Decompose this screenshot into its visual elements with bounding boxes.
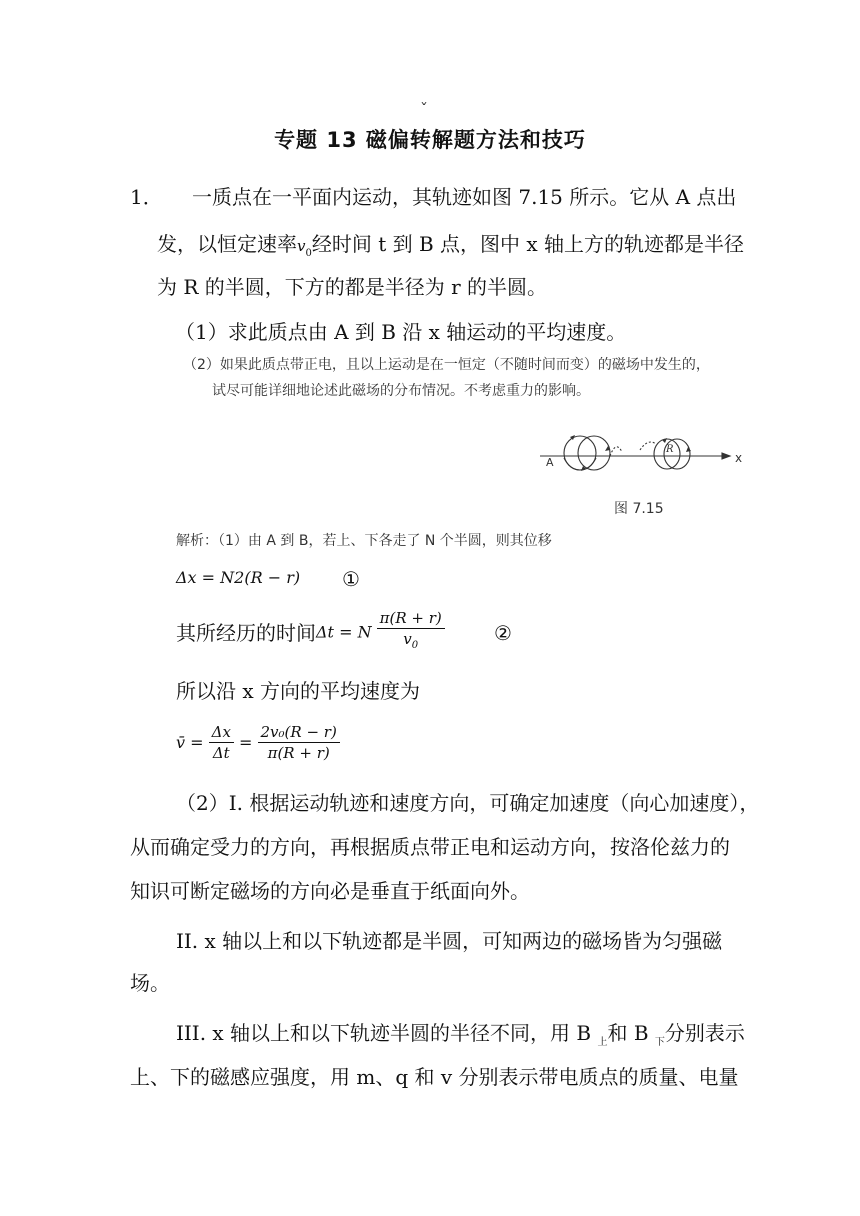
equation-3-fraction-2	[258, 722, 340, 763]
trajectory-figure	[530, 420, 770, 490]
v0-subscript: 0	[305, 248, 312, 259]
v0-symbol: v	[297, 237, 306, 255]
problem-line-1: 一质点在一平面内运动，其轨迹如图 7.15 所示。它从 A 点出	[192, 185, 737, 209]
subscript-lower: 下	[654, 1037, 665, 1048]
problem-line-2a: 发，以恒定速率	[157, 232, 297, 256]
equation-2-lhs: Δt = N	[316, 622, 372, 642]
problem-line-2	[157, 227, 744, 271]
x-axis-arrow	[722, 453, 730, 459]
equation-3-f1-denominator: Δt	[212, 744, 230, 762]
part-2-line-2: 从而确定受力的方向，再根据质点带正电和运动方向，按洛伦兹力的	[130, 835, 730, 859]
dashed-arc	[610, 447, 622, 456]
equation-2-fraction	[377, 608, 445, 656]
part-2-line-3: 知识可断定磁场的方向必是垂直于纸面向外。	[130, 879, 530, 903]
page-title: 专题 13 磁偏转解题方法和技巧	[274, 128, 586, 152]
problem-line-3: 为 R 的半圆，下方的都是半径为 r 的半圆。	[157, 275, 548, 299]
x-axis-label: x	[735, 451, 743, 465]
problem-number: 1．	[130, 185, 163, 209]
part-4-line-1: III. x 轴以上和以下轨迹半圆的半径不同，用 B $_上$和 B $_下$分别表示	[176, 1021, 745, 1048]
equation-3-f2-numerator: 2v₀(R − r)	[258, 722, 340, 743]
header-mark: ˇ	[420, 100, 428, 119]
part-3-line-1: II. x 轴以上和以下轨迹都是半圆，可知两边的磁场皆为匀强磁	[176, 929, 723, 953]
equation-3-f2-denominator: π(R + r)	[267, 744, 330, 762]
part-4-line-2: 上、下的磁感应强度，用 m、q 和 v 分别表示带电质点的质量、电量	[130, 1065, 739, 1089]
problem-line-2b: 经时间 t 到 B 点，图中 x 轴上方的轨迹都是半径	[311, 232, 745, 256]
equation-2-numerator: π(R + r)	[377, 608, 445, 629]
equation-3-lhs: v̄ =	[176, 733, 209, 752]
point-A-label: A	[546, 456, 554, 469]
part-3-line-2: 场。	[130, 971, 170, 995]
equation-2	[316, 608, 445, 656]
loop-upper-right	[578, 436, 610, 470]
radius-R-label: R	[666, 444, 674, 455]
time-text: 其所经历的时间	[176, 621, 316, 645]
subscript-upper: 上	[597, 1037, 608, 1048]
dashed-arc-2	[640, 442, 656, 450]
equation-2-denominator: $v_0$	[403, 630, 419, 651]
equation-3-equals: =	[239, 733, 258, 752]
question-2-line-1: （2）如果此质点带正电，且以上运动是在一恒定（不随时间而变）的磁场中发生的，	[183, 357, 710, 373]
part-2-line-1: （2）I. 根据运动轨迹和速度方向，可确定加速度（向心加速度），	[176, 791, 760, 815]
solution-intro: 解析：（1）由 A 到 B，若上、下各走了 N 个半圆，则其位移	[176, 533, 552, 549]
equation-3	[176, 722, 340, 763]
equation-3-fraction-1	[209, 722, 234, 763]
question-2-line-2: 试尽可能详细地论述此磁场的分布情况。不考虑重力的影响。	[212, 383, 590, 399]
question-1: （1）求此质点由 A 到 B 沿 x 轴运动的平均速度。	[175, 320, 627, 344]
loop-lower-1	[564, 458, 596, 470]
equation-1-tag: ①	[342, 567, 360, 591]
figure-caption: 图 7.15	[614, 501, 664, 517]
average-velocity-text: 所以沿 x 方向的平均速度为	[176, 679, 420, 703]
equation-1: Δx = N2(R − r)	[176, 568, 301, 587]
equation-3-f1-numerator: Δx	[209, 722, 234, 743]
equation-2-tag: ②	[494, 621, 512, 645]
